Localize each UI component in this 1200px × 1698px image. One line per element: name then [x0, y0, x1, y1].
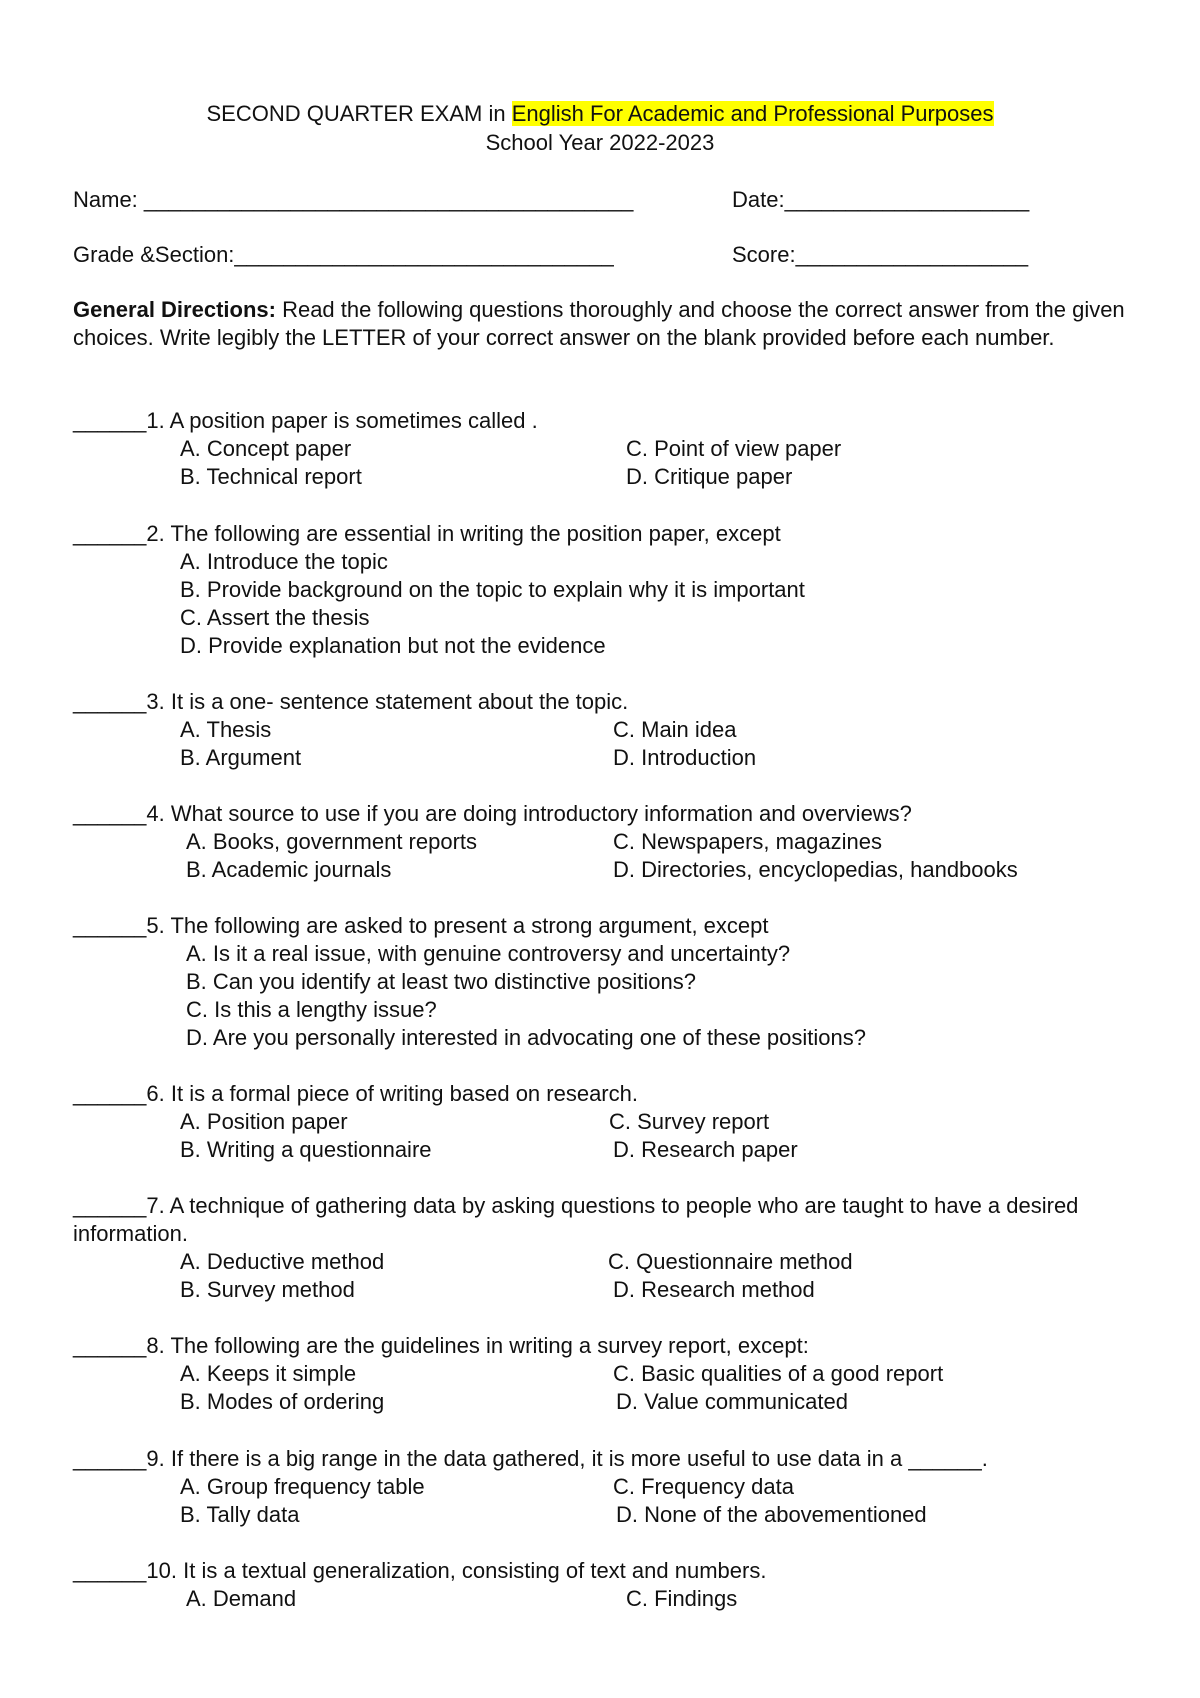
- question-stem[interactable]: ______10. It is a textual generalization, consisting of text and numbers.: [73, 1558, 767, 1583]
- choice-c: C. Questionnaire method: [608, 1249, 853, 1274]
- name-field[interactable]: Name: ________________________________________: [73, 187, 634, 212]
- title-prefix: SECOND QUARTER EXAM in: [206, 101, 512, 126]
- choice-c: C. Frequency data: [613, 1474, 794, 1499]
- question-stem[interactable]: ______8. The following are the guidelines in writing a survey report, except:: [73, 1333, 809, 1358]
- choice-d: D. Introduction: [613, 745, 757, 770]
- question-2: [73, 520, 1133, 658]
- choice-c: C. Point of view paper: [626, 436, 842, 461]
- question-stem[interactable]: ______6. It is a formal piece of writing based on research.: [73, 1081, 638, 1106]
- question-5: [73, 912, 1133, 1050]
- choice-a: A. Introduce the topic: [180, 549, 388, 574]
- choice-c: C. Findings: [626, 1586, 738, 1611]
- directions-text: Read the following questions thoroughly and choose the correct answer from the given choices. Write legibly the LETTER of your correct answer on the blank provided before each number.: [73, 297, 1125, 350]
- question-8: [73, 1332, 1133, 1414]
- choice-c: C. Newspapers, magazines: [613, 829, 883, 854]
- choice-d: D. Provide explanation but not the evidence: [180, 633, 606, 658]
- choice-a: A. Position paper: [180, 1109, 348, 1134]
- question-4: [73, 800, 1133, 882]
- choice-a: A. Concept paper: [180, 436, 352, 461]
- choice-c: C. Survey report: [609, 1109, 770, 1134]
- choice-b: B. Provide background on the topic to explain why it is important: [180, 577, 805, 602]
- choice-d: D. Are you personally interested in advocating one of these positions?: [186, 1025, 866, 1050]
- grade-section-field[interactable]: Grade &Section:_______________________________: [73, 242, 614, 267]
- choice-c: C. Assert the thesis: [180, 605, 370, 630]
- choice-d: D. Value communicated: [616, 1389, 848, 1414]
- choice-d: D. None of the abovementioned: [616, 1502, 927, 1527]
- question-stem[interactable]: ______1. A position paper is sometimes called .: [73, 408, 538, 433]
- score-field[interactable]: Score:___________________: [732, 242, 1029, 267]
- school-year: School Year 2022-2023: [485, 130, 715, 155]
- choice-d: D. Critique paper: [626, 464, 793, 489]
- question-stem[interactable]: ______5. The following are asked to present a strong argument, except: [73, 913, 769, 938]
- question-7: [73, 1192, 1133, 1302]
- subject-highlight: English For Academic and Professional Purposes: [511, 101, 994, 126]
- choice-d: D. Directories, encyclopedias, handbooks: [613, 857, 1018, 882]
- choice-c: C. Main idea: [613, 717, 737, 742]
- choice-a: A. Group frequency table: [180, 1474, 425, 1499]
- choice-c: C. Basic qualities of a good report: [613, 1361, 944, 1386]
- choice-d: D. Research method: [613, 1277, 815, 1302]
- general-directions: [73, 296, 1133, 352]
- choice-b: B. Academic journals: [186, 857, 392, 882]
- choice-a: A. Demand: [186, 1586, 297, 1611]
- choice-c: C. Is this a lengthy issue?: [186, 997, 437, 1022]
- choice-a: A. Books, government reports: [186, 829, 478, 854]
- question-9: [73, 1445, 1133, 1527]
- directions-label: General Directions:: [73, 297, 276, 322]
- choice-b: B. Writing a questionnaire: [180, 1137, 432, 1162]
- choice-b: B. Survey method: [180, 1277, 355, 1302]
- question-1: [73, 407, 1133, 489]
- choice-a: A. Thesis: [180, 717, 272, 742]
- question-stem[interactable]: ______9. If there is a big range in the data gathered, it is more useful to use data in a ______.: [73, 1446, 988, 1471]
- question-10: [73, 1557, 1133, 1611]
- choice-a: A. Is it a real issue, with genuine controversy and uncertainty?: [186, 941, 791, 966]
- choice-b: B. Tally data: [180, 1502, 300, 1527]
- question-stem[interactable]: ______3. It is a one- sentence statement about the topic.: [73, 689, 629, 714]
- choice-b: B. Technical report: [180, 464, 362, 489]
- question-3: [73, 688, 1133, 770]
- choice-a: A. Deductive method: [180, 1249, 385, 1274]
- choice-b: B. Argument: [180, 745, 302, 770]
- exam-title: [0, 100, 1200, 128]
- choice-a: A. Keeps it simple: [180, 1361, 357, 1386]
- choice-d: D. Research paper: [613, 1137, 798, 1162]
- question-stem[interactable]: ______4. What source to use if you are doing introductory information and overviews?: [73, 801, 912, 826]
- date-field[interactable]: Date:____________________: [732, 187, 1030, 212]
- question-stem[interactable]: ______2. The following are essential in writing the position paper, except: [73, 521, 781, 546]
- choice-b: B. Modes of ordering: [180, 1389, 385, 1414]
- choice-b: B. Can you identify at least two distinctive positions?: [186, 969, 696, 994]
- question-stem[interactable]: ______7. A technique of gathering data by asking questions to people who are taught to have a desired information.: [73, 1193, 1079, 1246]
- question-6: [73, 1080, 1133, 1162]
